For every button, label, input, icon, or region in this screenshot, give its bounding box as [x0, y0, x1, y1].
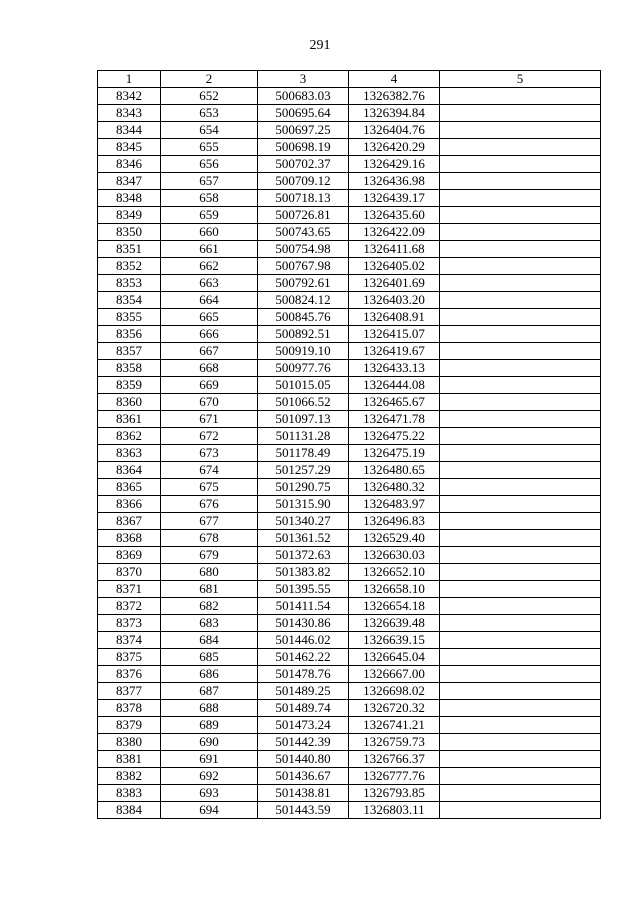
- table-row: [98, 88, 601, 105]
- table-row: [98, 649, 601, 666]
- table-cell-col-1: 8384: [98, 802, 161, 819]
- table-cell-col-3: 500845.76: [258, 309, 349, 326]
- table-cell-col-3: 500726.81: [258, 207, 349, 224]
- table-cell-col-4: 1326777.76: [349, 768, 440, 785]
- table-cell-col-1: 8363: [98, 445, 161, 462]
- table-cell-col-1: 8345: [98, 139, 161, 156]
- table-row: [98, 785, 601, 802]
- table-cell-col-4: 1326436.98: [349, 173, 440, 190]
- table-cell-col-5: [440, 462, 601, 479]
- table-cell-col-5: [440, 411, 601, 428]
- table-row: [98, 156, 601, 173]
- table-cell-col-1: 8350: [98, 224, 161, 241]
- table-cell-col-5: [440, 496, 601, 513]
- table-cell-col-2: 669: [161, 377, 258, 394]
- column-header-4: 4: [349, 71, 440, 88]
- table-cell-col-4: 1326435.60: [349, 207, 440, 224]
- table-cell-col-2: 667: [161, 343, 258, 360]
- table-cell-col-3: 500824.12: [258, 292, 349, 309]
- table-cell-col-3: 501361.52: [258, 530, 349, 547]
- table-cell-col-4: 1326803.11: [349, 802, 440, 819]
- table-cell-col-4: 1326698.02: [349, 683, 440, 700]
- table-cell-col-2: 686: [161, 666, 258, 683]
- table-cell-col-2: 675: [161, 479, 258, 496]
- table-cell-col-4: 1326480.65: [349, 462, 440, 479]
- table-cell-col-5: [440, 241, 601, 258]
- table-cell-col-2: 657: [161, 173, 258, 190]
- table-cell-col-3: 500767.98: [258, 258, 349, 275]
- table-cell-col-5: [440, 343, 601, 360]
- table-cell-col-4: 1326793.85: [349, 785, 440, 802]
- table-cell-col-5: [440, 258, 601, 275]
- table-cell-col-1: 8360: [98, 394, 161, 411]
- table-row: [98, 122, 601, 139]
- table-cell-col-5: [440, 156, 601, 173]
- table-cell-col-1: 8355: [98, 309, 161, 326]
- table-cell-col-3: 501489.25: [258, 683, 349, 700]
- table-cell-col-4: 1326401.69: [349, 275, 440, 292]
- table-cell-col-4: 1326419.67: [349, 343, 440, 360]
- table-cell-col-1: 8381: [98, 751, 161, 768]
- table-cell-col-1: 8371: [98, 581, 161, 598]
- table-cell-col-3: 500718.13: [258, 190, 349, 207]
- table-cell-col-4: 1326639.48: [349, 615, 440, 632]
- table-cell-col-2: 679: [161, 547, 258, 564]
- table-cell-col-2: 661: [161, 241, 258, 258]
- table-cell-col-5: [440, 224, 601, 241]
- table-cell-col-4: 1326741.21: [349, 717, 440, 734]
- table-cell-col-4: 1326405.02: [349, 258, 440, 275]
- table-cell-col-2: 665: [161, 309, 258, 326]
- coordinate-table: [97, 70, 601, 819]
- table-row: [98, 360, 601, 377]
- table-cell-col-2: 666: [161, 326, 258, 343]
- table-cell-col-2: 677: [161, 513, 258, 530]
- table-cell-col-2: 673: [161, 445, 258, 462]
- table-cell-col-5: [440, 615, 601, 632]
- table-row: [98, 632, 601, 649]
- table-cell-col-3: 501478.76: [258, 666, 349, 683]
- table-cell-col-3: 501440.80: [258, 751, 349, 768]
- table-cell-col-5: [440, 700, 601, 717]
- table-row: [98, 377, 601, 394]
- table-cell-col-1: 8362: [98, 428, 161, 445]
- table-row: [98, 564, 601, 581]
- table-cell-col-2: 672: [161, 428, 258, 445]
- table-row: [98, 462, 601, 479]
- table-cell-col-5: [440, 428, 601, 445]
- table-cell-col-4: 1326394.84: [349, 105, 440, 122]
- table-row: [98, 394, 601, 411]
- column-header-5: 5: [440, 71, 601, 88]
- table-cell-col-3: 501395.55: [258, 581, 349, 598]
- table-row: [98, 258, 601, 275]
- table-cell-col-5: [440, 734, 601, 751]
- table-cell-col-3: 501436.67: [258, 768, 349, 785]
- table-cell-col-1: 8357: [98, 343, 161, 360]
- table-cell-col-2: 687: [161, 683, 258, 700]
- table-cell-col-5: [440, 377, 601, 394]
- table-cell-col-2: 681: [161, 581, 258, 598]
- table-cell-col-2: 691: [161, 751, 258, 768]
- table-cell-col-2: 662: [161, 258, 258, 275]
- table-cell-col-2: 676: [161, 496, 258, 513]
- table-cell-col-5: [440, 802, 601, 819]
- table-cell-col-1: 8369: [98, 547, 161, 564]
- table-row: [98, 496, 601, 513]
- table-cell-col-2: 689: [161, 717, 258, 734]
- table-cell-col-1: 8343: [98, 105, 161, 122]
- table-cell-col-4: 1326639.15: [349, 632, 440, 649]
- table-row: [98, 105, 601, 122]
- table-cell-col-4: 1326759.73: [349, 734, 440, 751]
- table-cell-col-3: 500919.10: [258, 343, 349, 360]
- table-cell-col-4: 1326652.10: [349, 564, 440, 581]
- table-cell-col-1: 8378: [98, 700, 161, 717]
- table-cell-col-2: 680: [161, 564, 258, 581]
- table-cell-col-3: 500698.19: [258, 139, 349, 156]
- table-cell-col-5: [440, 326, 601, 343]
- table-cell-col-1: 8348: [98, 190, 161, 207]
- table-cell-col-1: 8374: [98, 632, 161, 649]
- table-cell-col-5: [440, 768, 601, 785]
- table-row: [98, 802, 601, 819]
- table-cell-col-4: 1326420.29: [349, 139, 440, 156]
- table-row: [98, 700, 601, 717]
- table-row: [98, 241, 601, 258]
- table-cell-col-5: [440, 394, 601, 411]
- table-cell-col-5: [440, 751, 601, 768]
- table-cell-col-4: 1326471.78: [349, 411, 440, 428]
- table-cell-col-1: 8346: [98, 156, 161, 173]
- table-row: [98, 734, 601, 751]
- page-number: 291: [309, 38, 331, 53]
- table-row: [98, 666, 601, 683]
- table-cell-col-1: 8365: [98, 479, 161, 496]
- table-cell-col-1: 8380: [98, 734, 161, 751]
- table-cell-col-4: 1326415.07: [349, 326, 440, 343]
- table-cell-col-1: 8366: [98, 496, 161, 513]
- table-cell-col-1: 8377: [98, 683, 161, 700]
- table-cell-col-1: 8354: [98, 292, 161, 309]
- table-row: [98, 411, 601, 428]
- table-cell-col-2: 668: [161, 360, 258, 377]
- table-cell-col-2: 660: [161, 224, 258, 241]
- table-cell-col-1: 8373: [98, 615, 161, 632]
- table-cell-col-1: 8359: [98, 377, 161, 394]
- table-cell-col-1: 8382: [98, 768, 161, 785]
- table-cell-col-3: 501340.27: [258, 513, 349, 530]
- table-cell-col-3: 500695.64: [258, 105, 349, 122]
- table-cell-col-4: 1326429.16: [349, 156, 440, 173]
- table-cell-col-2: 685: [161, 649, 258, 666]
- table-cell-col-3: 501372.63: [258, 547, 349, 564]
- table-cell-col-5: [440, 360, 601, 377]
- table-row: [98, 768, 601, 785]
- table-row: [98, 173, 601, 190]
- table-row: [98, 598, 601, 615]
- table-header-row: [98, 71, 601, 88]
- table-cell-col-4: 1326465.67: [349, 394, 440, 411]
- table-row: [98, 428, 601, 445]
- table-row: [98, 683, 601, 700]
- table-cell-col-5: [440, 275, 601, 292]
- table-cell-col-3: 501462.22: [258, 649, 349, 666]
- table-cell-col-2: 670: [161, 394, 258, 411]
- table-row: [98, 751, 601, 768]
- table-cell-col-4: 1326404.76: [349, 122, 440, 139]
- table-cell-col-5: [440, 530, 601, 547]
- table-row: [98, 445, 601, 462]
- table-cell-col-1: 8379: [98, 717, 161, 734]
- table-cell-col-4: 1326529.40: [349, 530, 440, 547]
- table-cell-col-5: [440, 139, 601, 156]
- table-cell-col-4: 1326658.10: [349, 581, 440, 598]
- table-cell-col-1: 8353: [98, 275, 161, 292]
- table-cell-col-4: 1326645.04: [349, 649, 440, 666]
- table-row: [98, 326, 601, 343]
- table-cell-col-5: [440, 309, 601, 326]
- table-cell-col-3: 501066.52: [258, 394, 349, 411]
- column-header-1: 1: [98, 71, 161, 88]
- table-cell-col-5: [440, 105, 601, 122]
- table-cell-col-2: 653: [161, 105, 258, 122]
- table-cell-col-3: 501411.54: [258, 598, 349, 615]
- table-cell-col-2: 674: [161, 462, 258, 479]
- table-row: [98, 309, 601, 326]
- table-cell-col-4: 1326411.68: [349, 241, 440, 258]
- table-cell-col-1: 8361: [98, 411, 161, 428]
- table-cell-col-5: [440, 785, 601, 802]
- table-row: [98, 139, 601, 156]
- table-cell-col-5: [440, 122, 601, 139]
- table-cell-col-2: 690: [161, 734, 258, 751]
- table-cell-col-2: 671: [161, 411, 258, 428]
- table-cell-col-2: 684: [161, 632, 258, 649]
- table-cell-col-2: 664: [161, 292, 258, 309]
- table-cell-col-4: 1326720.32: [349, 700, 440, 717]
- table-cell-col-3: 501430.86: [258, 615, 349, 632]
- table-row: [98, 292, 601, 309]
- table-cell-col-5: [440, 717, 601, 734]
- table-cell-col-3: 501315.90: [258, 496, 349, 513]
- table-cell-col-1: 8370: [98, 564, 161, 581]
- table-row: [98, 547, 601, 564]
- table-cell-col-1: 8347: [98, 173, 161, 190]
- table-cell-col-1: 8351: [98, 241, 161, 258]
- table-cell-col-4: 1326483.97: [349, 496, 440, 513]
- table-cell-col-4: 1326766.37: [349, 751, 440, 768]
- table-cell-col-4: 1326475.22: [349, 428, 440, 445]
- table-row: [98, 717, 601, 734]
- table-cell-col-5: [440, 173, 601, 190]
- table-cell-col-3: 501438.81: [258, 785, 349, 802]
- table-cell-col-5: [440, 292, 601, 309]
- table-cell-col-4: 1326654.18: [349, 598, 440, 615]
- table-cell-col-3: 500702.37: [258, 156, 349, 173]
- table-cell-col-3: 500697.25: [258, 122, 349, 139]
- table-cell-col-1: 8344: [98, 122, 161, 139]
- table-cell-col-2: 688: [161, 700, 258, 717]
- table-cell-col-4: 1326475.19: [349, 445, 440, 462]
- table-cell-col-3: 501473.24: [258, 717, 349, 734]
- table-cell-col-1: 8352: [98, 258, 161, 275]
- table-cell-col-3: 500977.76: [258, 360, 349, 377]
- table-cell-col-3: 501015.05: [258, 377, 349, 394]
- table-cell-col-3: 500892.51: [258, 326, 349, 343]
- table-row: [98, 224, 601, 241]
- table-cell-col-2: 656: [161, 156, 258, 173]
- table-cell-col-5: [440, 564, 601, 581]
- table-row: [98, 615, 601, 632]
- table-cell-col-4: 1326433.13: [349, 360, 440, 377]
- table-cell-col-2: 678: [161, 530, 258, 547]
- table-cell-col-1: 8383: [98, 785, 161, 802]
- table-cell-col-2: 682: [161, 598, 258, 615]
- table-cell-col-5: [440, 581, 601, 598]
- table-cell-col-4: 1326444.08: [349, 377, 440, 394]
- table-row: [98, 190, 601, 207]
- table-cell-col-1: 8342: [98, 88, 161, 105]
- table-cell-col-3: 501097.13: [258, 411, 349, 428]
- table-cell-col-4: 1326408.91: [349, 309, 440, 326]
- table-cell-col-4: 1326480.32: [349, 479, 440, 496]
- table-cell-col-4: 1326630.03: [349, 547, 440, 564]
- table-cell-col-2: 659: [161, 207, 258, 224]
- table-cell-col-4: 1326403.20: [349, 292, 440, 309]
- table-cell-col-4: 1326422.09: [349, 224, 440, 241]
- table-cell-col-3: 500683.03: [258, 88, 349, 105]
- column-header-3: 3: [258, 71, 349, 88]
- table-cell-col-3: 501383.82: [258, 564, 349, 581]
- table-row: [98, 513, 601, 530]
- table-cell-col-2: 694: [161, 802, 258, 819]
- table-cell-col-5: [440, 683, 601, 700]
- table-cell-col-3: 501257.29: [258, 462, 349, 479]
- table-cell-col-4: 1326667.00: [349, 666, 440, 683]
- table-row: [98, 530, 601, 547]
- table-cell-col-2: 683: [161, 615, 258, 632]
- table-cell-col-5: [440, 445, 601, 462]
- table-cell-col-1: 8358: [98, 360, 161, 377]
- table-cell-col-2: 693: [161, 785, 258, 802]
- table-row: [98, 343, 601, 360]
- table-cell-col-3: 501290.75: [258, 479, 349, 496]
- table-cell-col-2: 654: [161, 122, 258, 139]
- table-cell-col-2: 658: [161, 190, 258, 207]
- table-cell-col-5: [440, 649, 601, 666]
- table-cell-col-5: [440, 632, 601, 649]
- table-cell-col-1: 8376: [98, 666, 161, 683]
- table-cell-col-3: 500792.61: [258, 275, 349, 292]
- table-cell-col-3: 501442.39: [258, 734, 349, 751]
- table-row: [98, 581, 601, 598]
- table-cell-col-5: [440, 207, 601, 224]
- table-row: [98, 275, 601, 292]
- table-cell-col-5: [440, 190, 601, 207]
- column-header-2: 2: [161, 71, 258, 88]
- table-cell-col-4: 1326382.76: [349, 88, 440, 105]
- table-cell-col-5: [440, 479, 601, 496]
- table-cell-col-4: 1326439.17: [349, 190, 440, 207]
- table-cell-col-1: 8368: [98, 530, 161, 547]
- table-cell-col-3: 501446.02: [258, 632, 349, 649]
- table-cell-col-2: 652: [161, 88, 258, 105]
- table-cell-col-3: 501178.49: [258, 445, 349, 462]
- table-cell-col-5: [440, 666, 601, 683]
- table-cell-col-2: 692: [161, 768, 258, 785]
- table-cell-col-2: 655: [161, 139, 258, 156]
- table-cell-col-5: [440, 547, 601, 564]
- table-cell-col-4: 1326496.83: [349, 513, 440, 530]
- table-cell-col-1: 8356: [98, 326, 161, 343]
- table-row: [98, 479, 601, 496]
- table-cell-col-2: 663: [161, 275, 258, 292]
- table-cell-col-5: [440, 598, 601, 615]
- table-cell-col-3: 501489.74: [258, 700, 349, 717]
- table-row: [98, 207, 601, 224]
- table-cell-col-1: 8372: [98, 598, 161, 615]
- table-cell-col-1: 8375: [98, 649, 161, 666]
- table-cell-col-1: 8367: [98, 513, 161, 530]
- table-cell-col-5: [440, 88, 601, 105]
- table-cell-col-3: 501131.28: [258, 428, 349, 445]
- table-cell-col-1: 8364: [98, 462, 161, 479]
- table-cell-col-5: [440, 513, 601, 530]
- table-cell-col-3: 500743.65: [258, 224, 349, 241]
- table-cell-col-3: 500754.98: [258, 241, 349, 258]
- table-cell-col-1: 8349: [98, 207, 161, 224]
- table-cell-col-3: 501443.59: [258, 802, 349, 819]
- table-cell-col-3: 500709.12: [258, 173, 349, 190]
